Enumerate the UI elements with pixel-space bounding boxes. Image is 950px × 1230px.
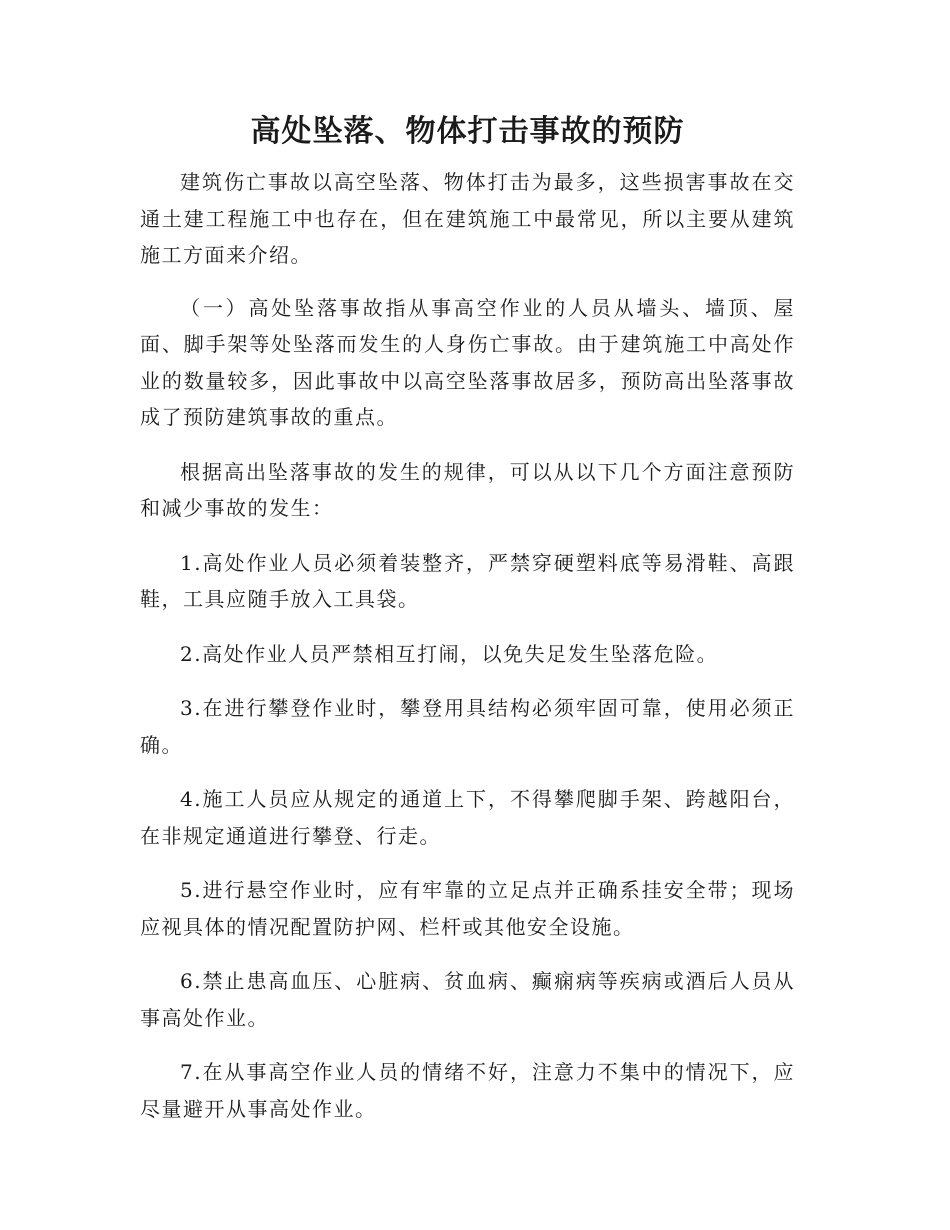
list-item-5: 5.进行悬空作业时，应有牢靠的立足点并正确系挂安全带；现场应视具体的情况配置防护网、栏杆或其他安全设施。	[140, 878, 795, 939]
list-item-3: 3.在进行攀登作业时，攀登用具结构必须牢固可靠，使用必须正确。	[140, 696, 795, 757]
list-item-6: 6.禁止患高血压、心脏病、贫血病、癫痫病等疾病或酒后人员从事高处作业。	[140, 969, 795, 1030]
paragraph-section-1: （一）高处坠落事故指从事高空作业的人员从墙头、墙顶、屋面、脚手架等处坠落而发生的人身伤亡事故。由于建筑施工中高处作业的数量较多，因此事故中以高空坠落事故居多，预防高出坠落事故成了预防建筑事故的重点。	[140, 295, 795, 429]
list-item-2: 2.高处作业人员严禁相互打闹，以免失足发生坠落危险。	[180, 641, 719, 666]
list-item-1: 1.高处作业人员必须着装整齐，严禁穿硬塑料底等易滑鞋、高跟鞋，工具应随手放入工具袋。	[140, 550, 795, 611]
list-item-4: 4.施工人员应从规定的通道上下，不得攀爬脚手架、跨越阳台，在非规定通道进行攀登、行走。	[140, 787, 795, 848]
paragraph-prevention-lead: 根据高出坠落事故的发生的规律，可以从以下几个方面注意预防和减少事故的发生：	[140, 459, 795, 520]
document-page	[140, 110, 795, 1145]
list-item-7: 7.在从事高空作业人员的情绪不好，注意力不集中的情况下，应尽量避开从事高处作业。	[140, 1060, 795, 1121]
paragraph-intro: 建筑伤亡事故以高空坠落、物体打击为最多，这些损害事故在交通土建工程施工中也存在，但在建筑施工中最常见，所以主要从建筑施工方面来介绍。	[140, 170, 795, 267]
document-title: 高处坠落、物体打击事故的预防	[250, 114, 685, 149]
